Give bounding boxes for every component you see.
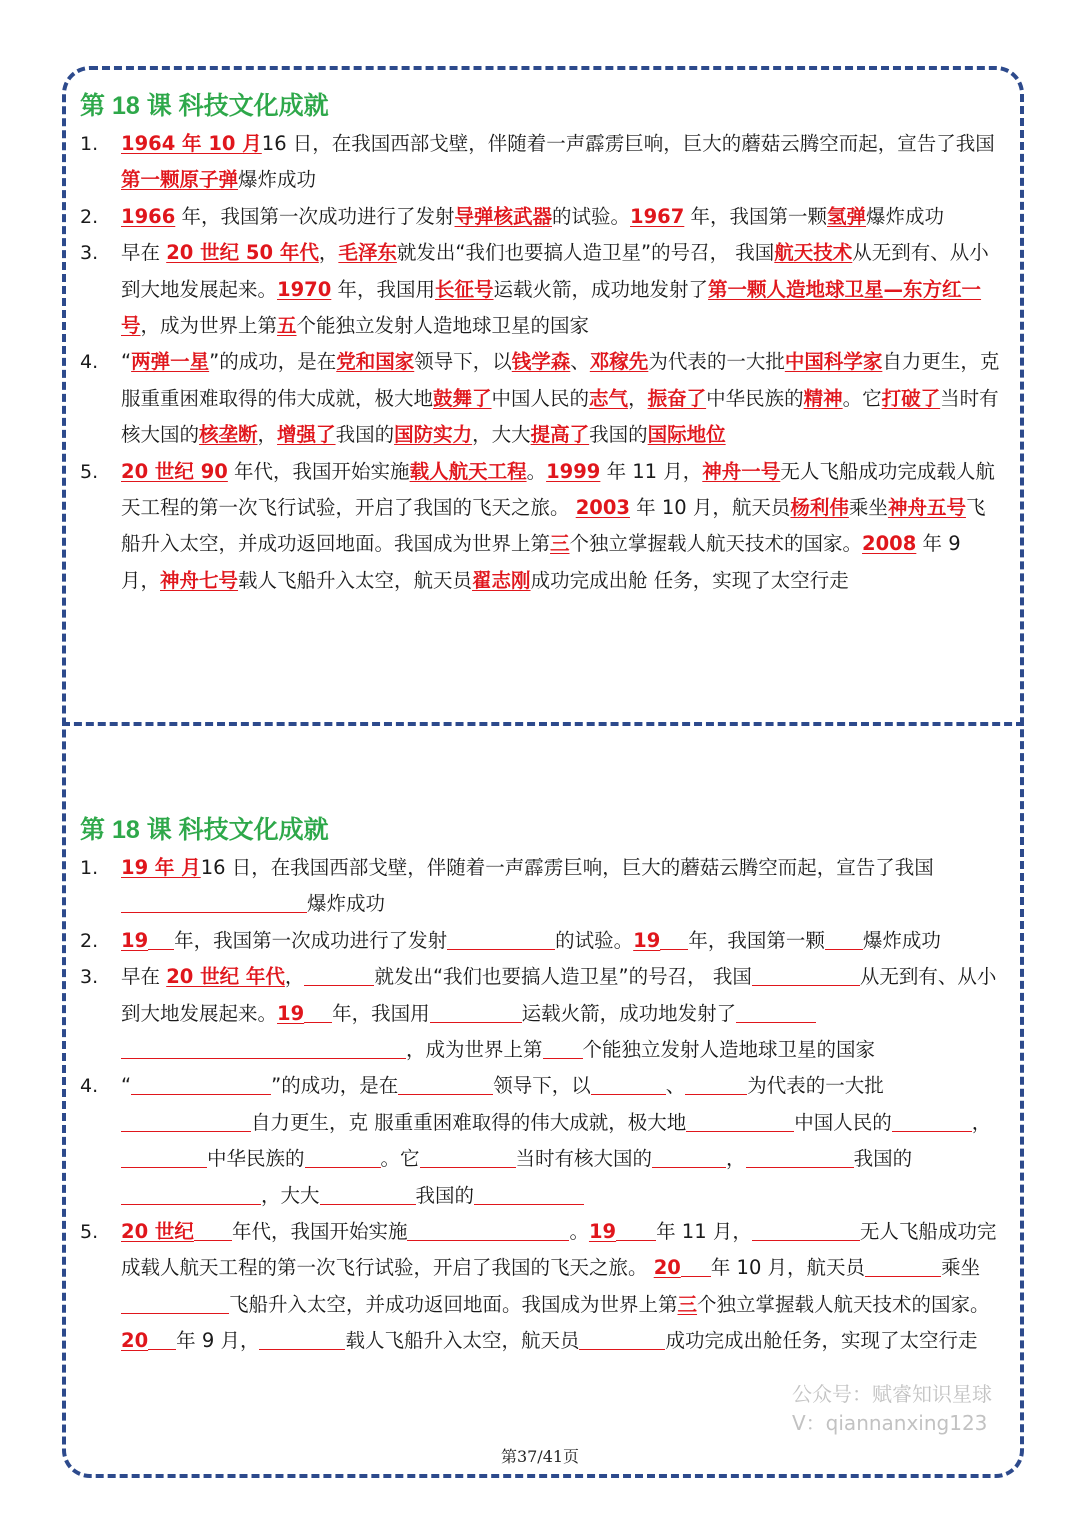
body-text: 载人飞船升入太空，航天员 — [238, 568, 473, 592]
item-number: 1. — [80, 133, 99, 155]
fill-in-blank — [121, 1145, 207, 1168]
body-text: 中国人民的 — [794, 1110, 892, 1134]
body-text: 飞船升入太空，并成功返回地面。我国成为世界上第 — [121, 496, 986, 556]
answer-text: 1966 — [121, 204, 176, 228]
fill-in-blank — [752, 963, 860, 986]
answer-text: 20 — [121, 1329, 149, 1353]
body-text: 乘坐 — [848, 496, 888, 520]
answer-text: 20 世纪 90 — [121, 459, 228, 483]
body-text: 中华民族的 — [706, 386, 804, 410]
body-text: 自力更生，克 服重重困难取得的伟大成就，极大地 — [251, 1110, 687, 1134]
body-text: 乘坐 — [941, 1256, 981, 1280]
body-text: 16 日，在我国西部戈壁，伴随着一声霹雳巨响，巨大的蘑菇云腾空而起，宣告了我国 — [200, 856, 934, 879]
body-text: ， — [971, 1110, 992, 1134]
answer-text: 中国科学家 — [784, 350, 883, 374]
watermark-wechat: V：qiannanxing123 — [792, 1411, 988, 1435]
body-text: 年，我国用 — [331, 277, 435, 301]
body-text: 中华民族的 — [207, 1147, 305, 1171]
item-number: 2. — [80, 205, 99, 228]
section-divider — [62, 722, 1024, 726]
list-item — [80, 850, 1000, 923]
body-text: 我国的 — [589, 423, 648, 447]
fill-in-blank — [752, 1218, 860, 1241]
fill-in-blank — [407, 1218, 569, 1241]
fill-in-blank — [474, 1182, 584, 1205]
answer-text: 20 世纪 50 年代 — [166, 241, 319, 265]
fill-in-blank — [398, 1072, 493, 1095]
body-text: ，成为世界上第 — [140, 314, 278, 338]
answered-list — [80, 126, 1000, 599]
body-text: 的试验。 — [555, 928, 634, 952]
body-text: ，大大 — [472, 423, 531, 447]
item-number: 2. — [80, 929, 99, 952]
body-text: 就发出“我们也要搞人造卫星”的号召， 我国 — [396, 241, 775, 265]
body-text: 当时有核大国的 — [121, 386, 999, 447]
answer-text: 国际地位 — [647, 423, 726, 447]
list-item — [80, 199, 1000, 235]
body-text: 为代表的一大批 — [648, 350, 785, 374]
body-text: 无人飞船成功完成载人航天工程的第一次飞行试验，开启了我国的飞天之旅。 — [121, 1220, 997, 1280]
item-number: 5. — [80, 460, 99, 483]
body-text: 年，我国第一颗 — [684, 204, 827, 228]
body-text: 无人飞船成功完成载人航天工程的第一次飞行试验，开启了我国的飞天之旅。 — [121, 459, 995, 520]
body-text: ， — [628, 386, 648, 410]
answer-text: 两弹一星 — [131, 350, 210, 374]
body-text: 我国的 — [335, 423, 395, 447]
answer-text: 20 — [653, 1256, 681, 1280]
list-item — [80, 923, 1000, 959]
answer-text: 振奋了 — [647, 386, 707, 410]
fill-in-blank — [660, 927, 688, 950]
body-text: 、 — [570, 350, 590, 374]
page-number: 第37/41页 — [500, 1447, 580, 1466]
body-text: ， — [726, 1147, 746, 1171]
body-text: 。它 — [380, 1147, 420, 1171]
answer-text: 国防实力 — [394, 423, 473, 447]
body-text: 运载火箭，成功地发射了 — [493, 277, 709, 301]
body-text: 年 10 月，航天员 — [710, 1256, 866, 1280]
fill-in-blank — [148, 927, 174, 950]
answer-text: 五 — [277, 314, 297, 338]
fill-in-blank — [686, 1109, 794, 1132]
body-text: 年，我国用 — [332, 1001, 430, 1025]
body-text: 领导下，以 — [414, 350, 512, 374]
list-item — [80, 235, 1000, 344]
fill-in-blank — [685, 1072, 747, 1095]
fill-in-blank — [121, 1291, 229, 1314]
body-text: 年 10 月，航天员 — [629, 496, 791, 520]
body-text: 。它 — [842, 386, 882, 410]
answer-text: 载人航天工程 — [409, 459, 527, 483]
answer-text: 三 — [550, 532, 570, 556]
body-text: 年，我国第一次成功进行了发射 — [174, 928, 448, 952]
body-text: ”的成功，是在 — [271, 1074, 399, 1098]
body-text: 就发出“我们也要搞人造卫星”的号召， 我国 — [374, 965, 752, 989]
fill-in-blank — [121, 1036, 406, 1059]
body-text: 年代，我国开始实施 — [231, 1220, 408, 1244]
body-text: 年，我国第一次成功进行了发射 — [175, 204, 455, 228]
blank-section — [80, 812, 1000, 1360]
body-text: 为代表的一大批 — [747, 1074, 884, 1098]
answer-text: 1970 — [277, 277, 332, 301]
body-text: 爆炸成功 — [307, 892, 386, 916]
fill-in-blank — [121, 1182, 261, 1205]
body-text: ”的成功，是在 — [209, 350, 337, 374]
list-item — [80, 344, 1000, 453]
body-text: 我国的 — [853, 1147, 913, 1171]
answered-section — [80, 88, 1000, 599]
answer-text: 打破了 — [881, 386, 941, 410]
answer-text: 钱学森 — [511, 350, 571, 374]
fill-in-blank — [447, 927, 555, 950]
answer-text: 第一颗人造地球卫星—东方红一号 — [121, 277, 982, 338]
fill-in-blank — [892, 1109, 972, 1132]
fill-in-blank — [865, 1254, 941, 1277]
fill-in-blank — [194, 1218, 232, 1241]
body-text: 从无到有、从小到大地发展起来。 — [121, 241, 989, 301]
fill-in-blank — [131, 1072, 271, 1095]
answer-text: 增强了 — [277, 423, 336, 447]
body-text: 年 11 月， — [600, 459, 703, 483]
answer-text: 第一颗原子弹 — [121, 168, 239, 192]
body-text: 年 11 月， — [656, 1220, 752, 1244]
body-text: 个独立掌握载人航天技术的国家。 — [569, 532, 863, 556]
answer-text: 党和国家 — [336, 350, 415, 374]
body-text: 当时有核大国的 — [515, 1147, 653, 1171]
answer-text: 2003 — [575, 496, 630, 520]
body-text: 爆炸成功 — [238, 168, 317, 192]
fill-in-blank — [736, 1000, 816, 1023]
watermark-account: 公众号：赋睿知识星球 — [792, 1382, 992, 1406]
item-number: 4. — [80, 351, 99, 374]
answer-text: 19 年 月 — [121, 856, 201, 879]
fill-in-blank — [543, 1036, 583, 1059]
body-text: 飞船升入太空，并成功返回地面。我国成为世界上第 — [229, 1292, 678, 1316]
fill-in-blank — [304, 1000, 332, 1023]
body-text: 、 — [665, 1074, 686, 1098]
answer-text: 神舟五号 — [887, 496, 966, 520]
section-title: 第 18 课 科技文化成就 — [80, 92, 329, 120]
answer-text: 航天技术 — [774, 241, 853, 265]
answer-text: 19 — [588, 1220, 617, 1244]
fill-in-blank — [681, 1254, 711, 1277]
body-text: 成功完成出舱 任务，实现了太空行走 — [530, 568, 849, 592]
answer-text: 20 世纪 — [121, 1220, 194, 1244]
body-text: 年代，我国开始实施 — [227, 459, 410, 483]
answer-text: 1967 — [630, 204, 685, 228]
answer-text: 神舟一号 — [702, 459, 781, 483]
answer-text: 翟志刚 — [472, 568, 531, 592]
fill-in-blank — [259, 1327, 345, 1350]
body-text: 的试验。 — [552, 204, 631, 228]
body-text: 自力更生，克 服重重困难取得的伟大成就，极大地 — [121, 350, 1000, 410]
body-text: 中国人民的 — [491, 386, 590, 410]
answer-text: 三 — [677, 1292, 698, 1316]
fill-in-blank — [652, 1145, 726, 1168]
answer-text: 导弹核武器 — [454, 204, 552, 228]
body-text: 领导下，以 — [493, 1074, 591, 1098]
item-number: 3. — [80, 242, 99, 265]
body-text: 年 9 月， — [176, 1329, 260, 1353]
body-text: 年 9 月， — [121, 532, 961, 592]
body-text: ，大大 — [261, 1183, 320, 1207]
body-text: 载人飞船升入太空，航天员 — [345, 1329, 580, 1353]
body-text: ， — [257, 423, 278, 447]
item-number: 3. — [80, 966, 99, 989]
fill-in-blank — [121, 1109, 251, 1132]
body-text: ， — [318, 241, 339, 265]
body-text: 个独立掌握载人航天技术的国家。 — [697, 1292, 990, 1316]
answer-text: 2008 — [862, 532, 917, 556]
fill-in-blank — [616, 1218, 656, 1241]
fill-in-blank — [304, 963, 374, 986]
answer-text: 毛泽东 — [338, 241, 397, 265]
answer-text: 1999 — [546, 459, 601, 483]
list-item — [80, 454, 1000, 600]
answer-text: 核垄断 — [199, 423, 258, 447]
fill-in-blank — [579, 1327, 665, 1350]
body-text: 爆炸成功 — [866, 204, 945, 228]
list-item — [80, 1214, 1000, 1360]
answer-text: 邓稼先 — [589, 350, 649, 374]
body-text: 从无到有、从小到大地发展起来。 — [121, 965, 997, 1025]
answer-text: 1964 年 10 月 — [121, 132, 262, 155]
body-text: “ — [121, 1074, 132, 1098]
body-text: ， — [284, 965, 305, 989]
answer-text: 杨利伟 — [790, 496, 849, 520]
list-item — [80, 126, 1000, 199]
fill-in-blank — [825, 927, 863, 950]
body-text: ，成为世界上第 — [406, 1038, 543, 1062]
body-text: 爆炸成功 — [862, 928, 941, 952]
section-title: 第 18 课 科技文化成就 — [80, 816, 329, 844]
list-item — [80, 959, 1000, 1068]
fill-in-blank — [591, 1072, 666, 1095]
list-item — [80, 1068, 1000, 1214]
fill-in-blank — [121, 890, 307, 913]
answer-text: 20 世纪 年代 — [166, 965, 285, 989]
answer-text: 精神 — [803, 386, 843, 410]
item-number: 4. — [80, 1075, 99, 1098]
body-text: 个能独立发射人造地球卫星的国家 — [296, 314, 590, 338]
body-text: 。 — [526, 459, 547, 483]
body-text: 16 日，在我国西部戈壁，伴随着一声霹雳巨响，巨大的蘑菇云腾空而起，宣告了我国 — [261, 132, 995, 155]
body-text: 成功完成出舱任务，实现了太空行走 — [665, 1329, 978, 1353]
body-text: 运载火箭，成功地发射了 — [521, 1001, 737, 1025]
item-number: 1. — [80, 857, 99, 879]
body-text: 。 — [569, 1220, 589, 1244]
body-text: “ — [121, 350, 132, 374]
body-text: 早在 — [121, 965, 167, 989]
fill-in-blank — [320, 1182, 416, 1205]
answer-text: 19 — [277, 1001, 305, 1025]
body-text: 早在 — [121, 241, 167, 265]
fill-in-blank — [305, 1145, 381, 1168]
answer-text: 志气 — [589, 386, 629, 410]
answer-text: 19 — [633, 928, 661, 952]
fill-in-blank — [746, 1145, 854, 1168]
answer-text: 鼓舞了 — [433, 386, 492, 410]
answer-text: 氢弹 — [827, 204, 867, 228]
fill-in-blank — [420, 1145, 516, 1168]
body-text: 我国的 — [415, 1183, 475, 1207]
answer-text: 长征号 — [435, 277, 494, 301]
body-text: 年，我国第一颗 — [688, 928, 825, 952]
answer-text: 神舟七号 — [160, 568, 239, 592]
body-text: 个能独立发射人造地球卫星的国家 — [582, 1038, 876, 1062]
fill-in-blank — [430, 1000, 522, 1023]
fill-in-blank — [148, 1327, 176, 1350]
answer-text: 提高了 — [530, 423, 590, 447]
item-number: 5. — [80, 1221, 99, 1244]
answer-text: 19 — [121, 928, 149, 952]
blank-list — [80, 850, 1000, 1360]
